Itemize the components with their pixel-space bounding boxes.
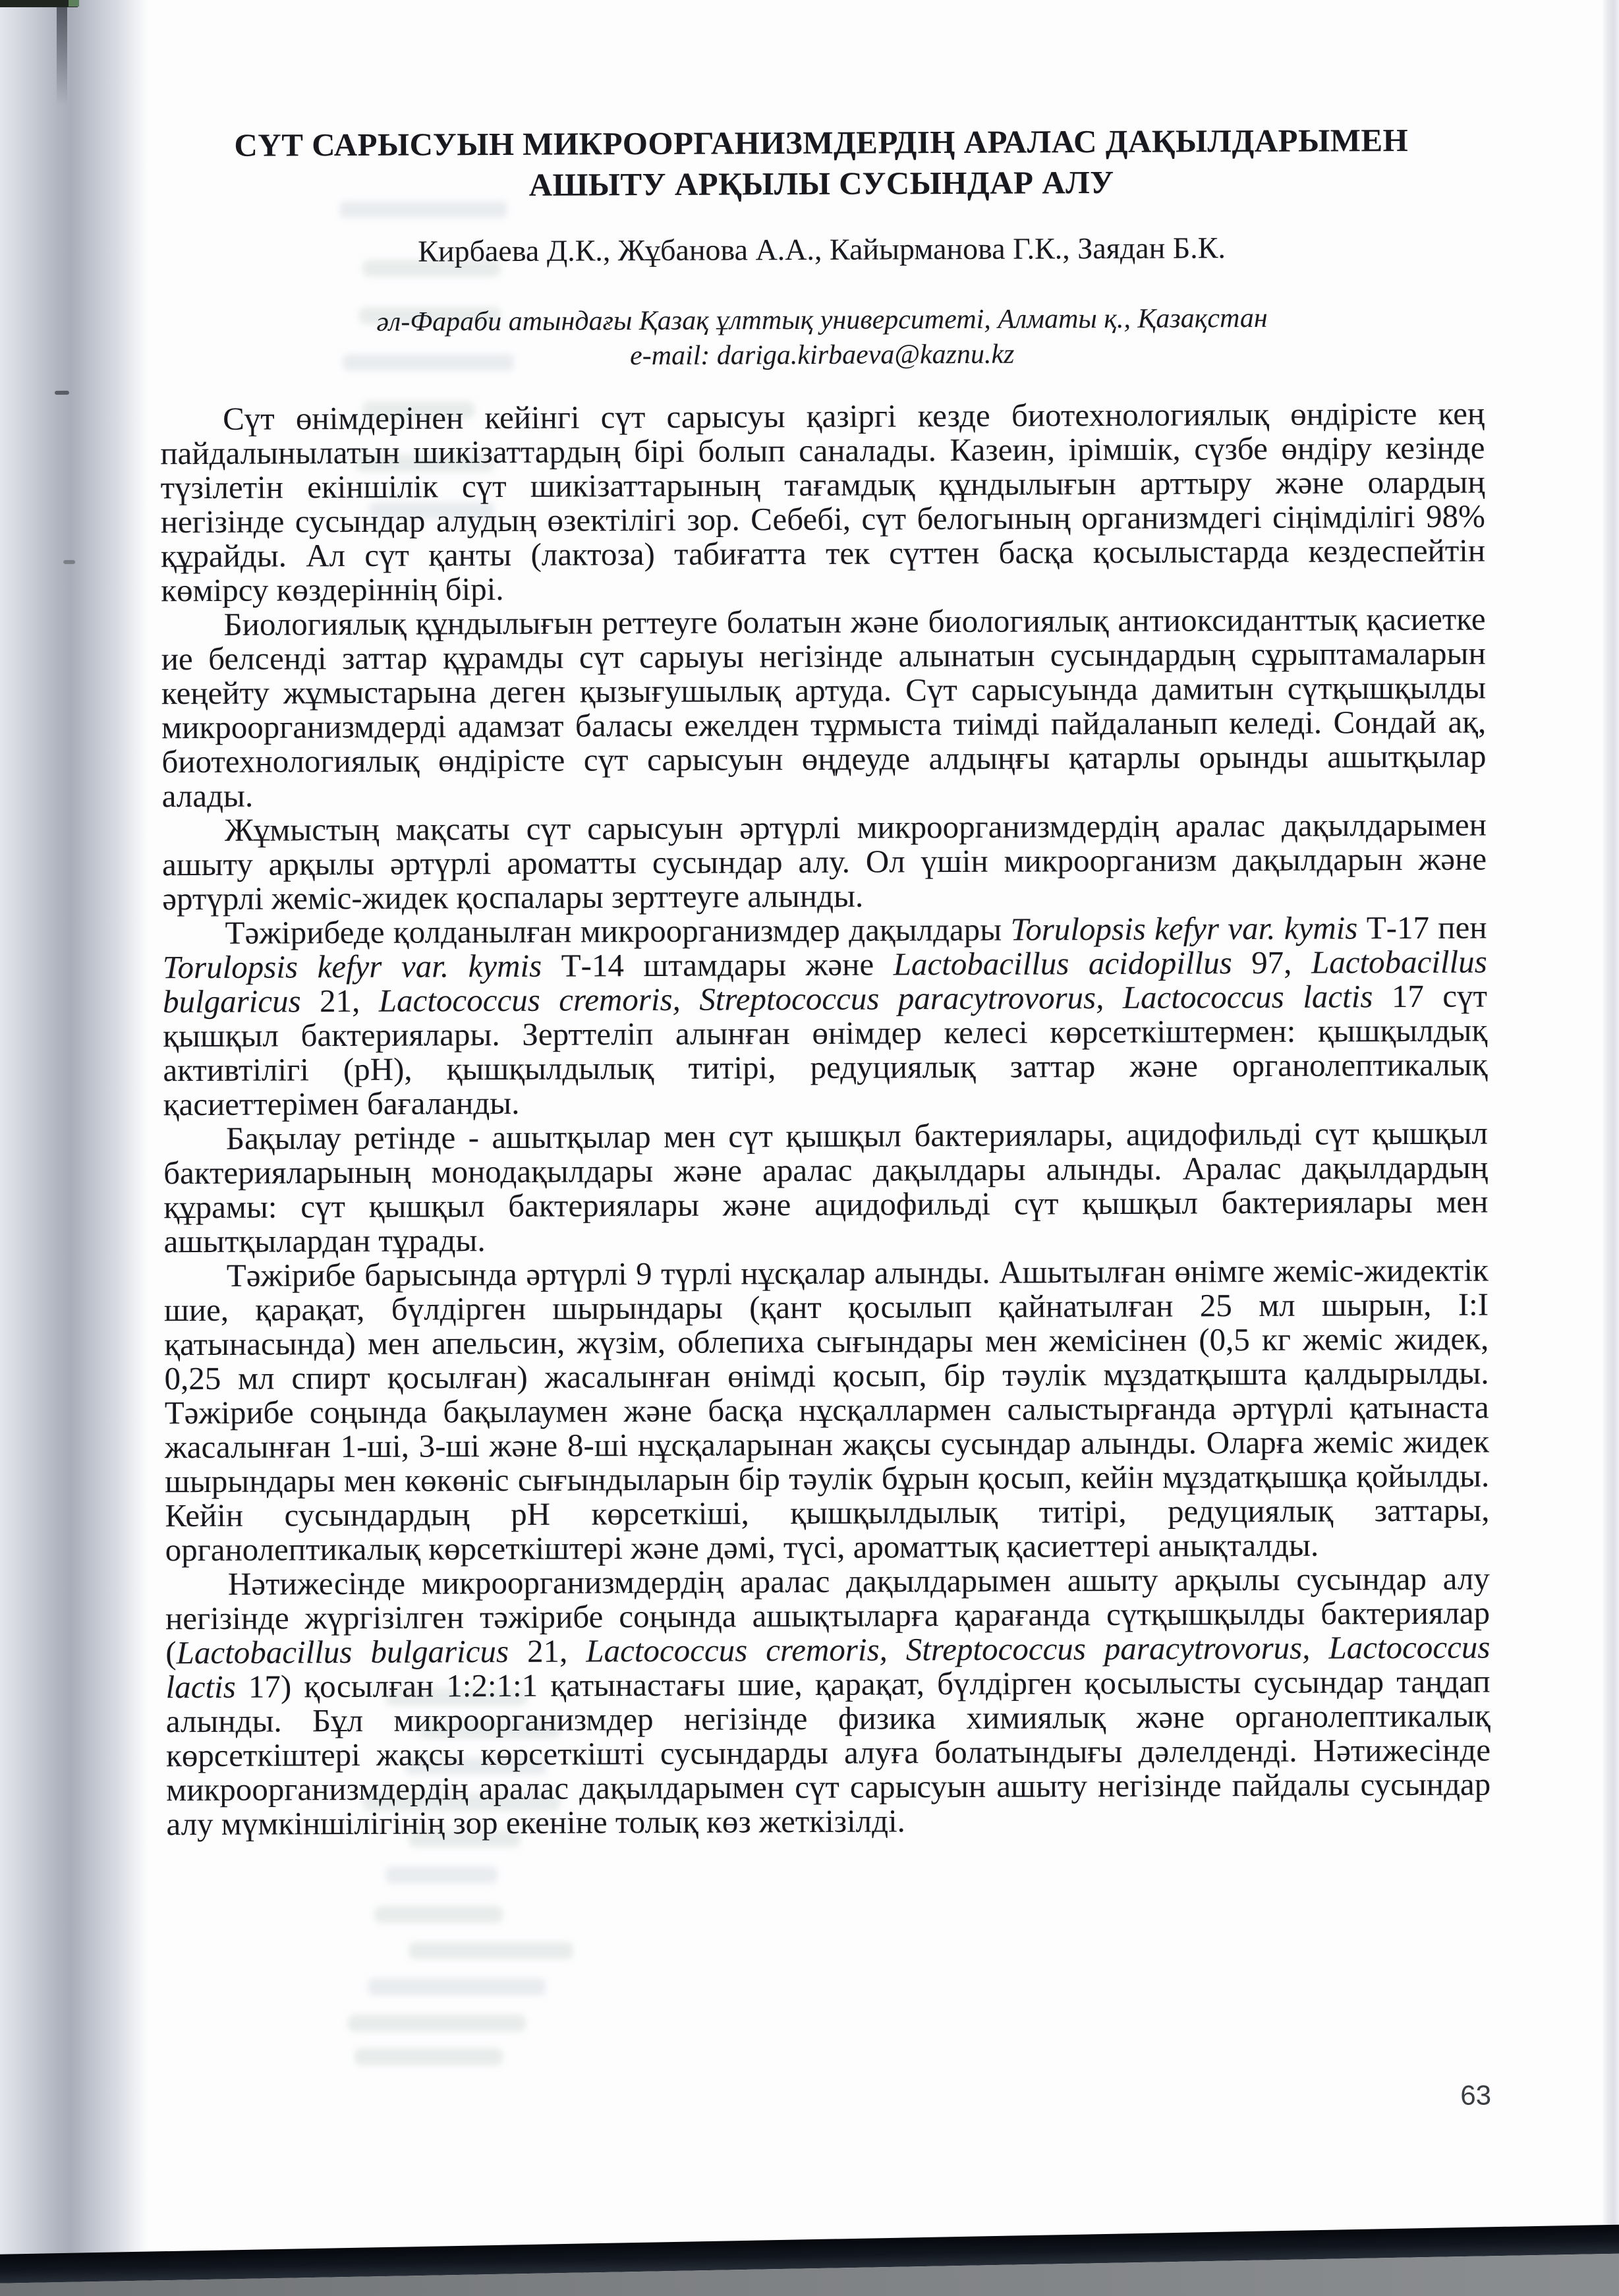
text-run: 21, bbox=[300, 982, 379, 1019]
text-run: Т-17 пен bbox=[1357, 909, 1487, 946]
margin-mark bbox=[63, 560, 75, 564]
text-run: Нәтижесінде микроорганизмдердің аралас дақылдарымен ашыту арқылы сусындар алу негізінде жүргізілген тәжірибе соңында ашықтыларға қарағанда сүтқышқылды бактериялар ( bbox=[165, 1560, 1491, 1671]
abstract-body bbox=[160, 397, 1491, 1842]
paragraph bbox=[165, 1562, 1491, 1842]
text-run: 21, bbox=[508, 1632, 586, 1669]
paragraph bbox=[162, 911, 1487, 1122]
authors-line: Кирбаева Д.К., Жұбанова А.А., Кайырманова Г.К., Заядан Б.К. bbox=[418, 231, 1226, 268]
page-number: 63 bbox=[1460, 2079, 1492, 2111]
species-name: Lactococcus cremoris, Streptococcus paracytrovorus, Lactococcus lactis bbox=[165, 1628, 1491, 1706]
article-title bbox=[159, 120, 1484, 208]
text-run: 17 сүт қышқыл бактериялары. Зерттеліп алынған өнімдер келесі көрсеткіштермен: қышқылдық активтілігі (рН), қышқылдылық титірі, редуциялық заттар және органолептикалық қасиеттерімен бағаланды. bbox=[163, 977, 1488, 1123]
paragraph bbox=[161, 602, 1486, 814]
paragraph bbox=[162, 808, 1487, 917]
affiliation-line: әл-Фараби атындағы Қазақ ұлттық университеті, Алматы қ., Қазақстан bbox=[376, 302, 1268, 337]
text-run: Сүт өнімдерінен кейінгі сүт сарысуы қазіргі кезде биотехнологиялық өндірісте кең пайдалынылатын шикізаттардың бірі болып саналады. Казеин, ірімшік, сүзбе өндіру кезінде түзілетін екіншілік сүт шикізаттарының тағамдық құндылығын арттыру және олардың негізінде сусындар алудың өзектілігі зор. Себебі, сүт белогының организмдегі сіңімділігі 98% құрайды. Ал сүт қанты (лактоза) табиғатта тек сүттен басқа қосылыстарда кездеспейтін көмірсу көздеріннің бірі. bbox=[160, 395, 1486, 609]
text-run: Т-14 штамдары және bbox=[542, 946, 894, 984]
text-run: 17) қосылған 1:2:1:1 қатынастағы шие, қарақат, бүлдірген қосылысты сусындар таңдап алынды. Бұл микроорганизмдер негізінде физика химиялық және органолептикалық көрсеткіштері жақсы көрсеткішті сусындарды алуға болатындығы дәлелденді. Нәтижесінде микроорганизмдердің аралас дақылдарымен сүт сарысуын ашыту негізінде пайдалы сусындар алу мүмкіншілігінің зор екеніне толық көз жеткізілді. bbox=[165, 1663, 1491, 1843]
species-name: Torulopsis kefyr var. kymis bbox=[162, 947, 542, 986]
text-run: Тәжірибеде қолданылған микроорганизмдер дақылдары bbox=[225, 911, 1011, 951]
text-run: Бақылау ретінде - ашытқылар мен сүт қышқыл бактериялары, ацидофильді сүт қышқыл бактерияларының монодақылдары және аралас дақылдары алынды. Аралас дақылдардың құрамы: сүт қышқыл бактериялары және ацидофильді сүт қышқыл бактериялары мен ашытқылардан тұрады. bbox=[163, 1114, 1489, 1260]
paragraph bbox=[164, 1253, 1490, 1568]
species-name: Lactococcus cremoris, Streptococcus paracytrovorus, Lactococcus lactis bbox=[378, 978, 1373, 1019]
affiliation-block bbox=[159, 301, 1484, 376]
margin-mark bbox=[55, 391, 69, 395]
species-name: Lactobacillus bulgaricus bbox=[162, 943, 1487, 1020]
article-title-line-2: АШЫТУ АРҚЫЛЫ СУСЫНДАР АЛУ bbox=[528, 163, 1114, 203]
paragraph bbox=[160, 397, 1485, 608]
text-run: Жұмыстың мақсаты сүт сарысуын әртүрлі микроорганизмдердің аралас дақылдарымен ашыту арқылы әртүрлі ароматты сусындар алу. Ол үшін микроорганизм дақылдарын және әртүрлі жеміс-жидек қоспалары зерттеуге алынды. bbox=[161, 806, 1487, 917]
article-title-line-1: СҮТ САРЫСУЫН МИКРООРГАНИЗМДЕРДІҢ АРАЛАС ДАҚЫЛДАРЫМЕН bbox=[234, 122, 1409, 163]
text-run: 97, bbox=[1232, 944, 1312, 981]
species-name: Torulopsis kefyr var. kymis bbox=[1010, 909, 1358, 948]
species-name: Lactobacillus bulgaricus bbox=[176, 1632, 509, 1671]
species-name: Lactobacillus acidopillus bbox=[893, 944, 1232, 983]
email-line: e-mail: dariga.kirbaeva@kaznu.kz bbox=[629, 339, 1015, 372]
text-run: Тәжірибе барысында әртүрлі 9 түрлі нұсқалар алынды. Ашытылған өнімге жеміс-жидектік шие, қарақат, бүлдірген шырындары (қант қосылып қайнатылған 25 мл шырын, І:І қатынасында) мен апельсин, жүзім, облепиха сығындары мен жемісінен (0,5 кг жеміс жидек, 0,25 мл спирт қосылған) жасалынған өнімді қосып, бір тәулік мұздатқышта қалдырылды. Тәжірибе соңында бақылаумен және басқа нұсқаллармен салыстырғанда әртүрлі қатынаста жасалынған 1-ші, 3-ші және 8-ші нұсқаларынан жақсы сусындар алынды. Оларға жеміс жидек шырындары мен көкөніс сығындыларын бір тәулік бұрын қосып, кейін мұздатқышқа қойылды. Кейін сусындардың рН көрсеткіші, қышқылдылық титірі, редуциялық заттары, органолептикалық көрсеткіштері және дәмі, түсі, ароматтық қасиеттері анықталды. bbox=[163, 1251, 1490, 1568]
paragraph bbox=[163, 1116, 1489, 1259]
text-run: Биологиялық құндылығын реттеуге болатын және биологиялық антиоксиданттық қасиетке ие белсенді заттар құрамды сүт сарыуы негізінде алынатын сусындардың сұрыптамаларын кеңейту жұмыстарына деген қызығушылық артуда. Сүт сарысуында дамитын сүтқышқылды микроорганизмдерді адамзат баласы ежелден тұрмыста тиімді пайдаланып келеді. Сондай ақ, биотехнологиялық өндірісте сүт сарысуын өңдеуде алдыңғы қатарлы орынды ашытқылар алады. bbox=[161, 600, 1487, 815]
